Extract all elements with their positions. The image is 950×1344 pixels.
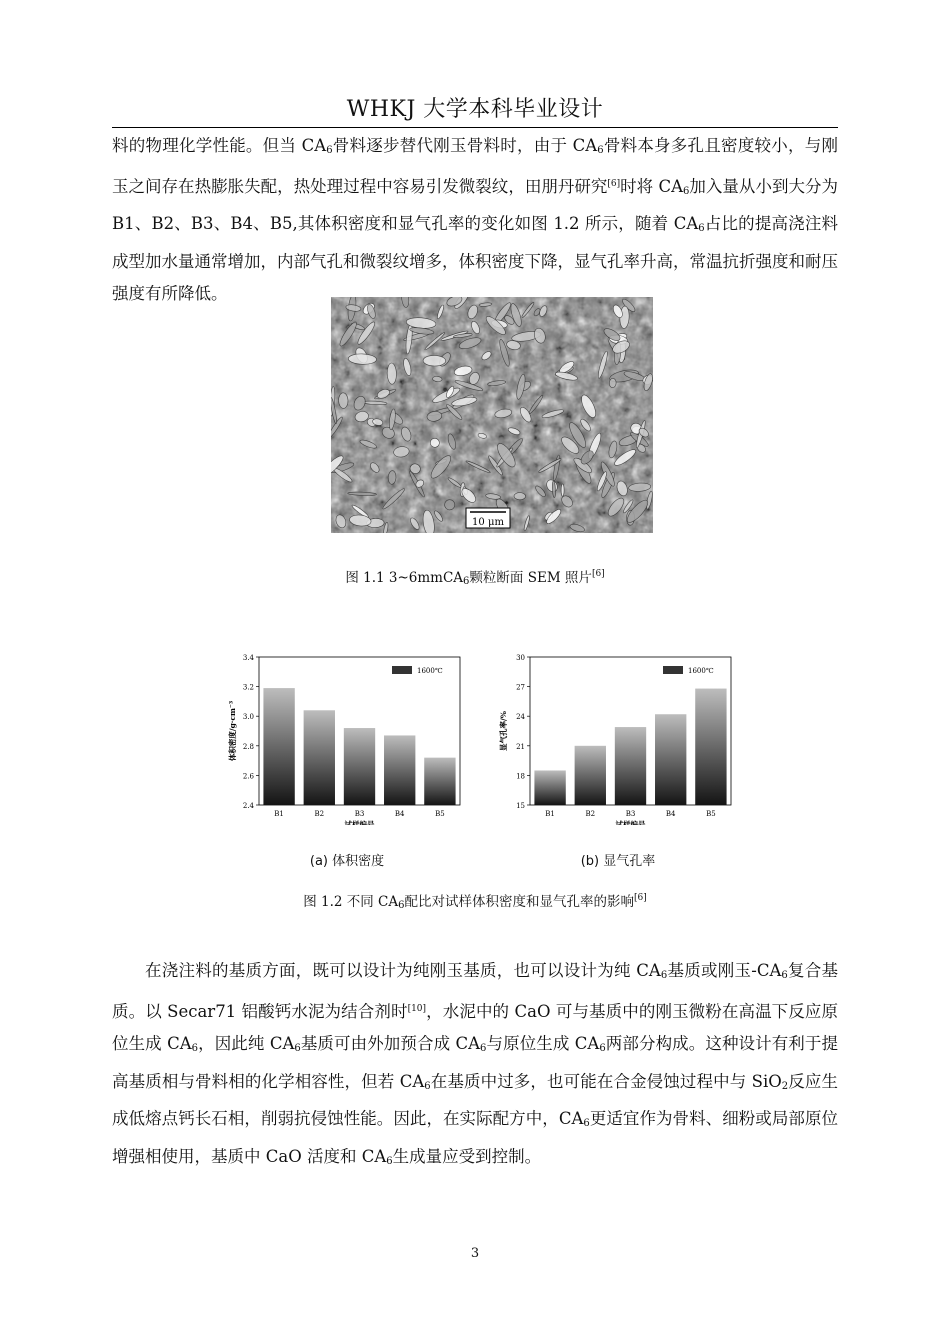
subscript: 6 xyxy=(294,1043,301,1054)
subscript: 6 xyxy=(583,1118,590,1129)
subscript: 2 xyxy=(781,1080,789,1092)
sem-flake xyxy=(432,376,442,382)
bar-b1 xyxy=(263,688,294,805)
citation: [10] xyxy=(407,1003,427,1014)
chart-a-svg xyxy=(222,645,472,825)
y-tick-label: 3.4 xyxy=(242,654,254,662)
figure-1-caption xyxy=(112,566,838,587)
subscript: 6 xyxy=(597,145,604,156)
text: 骨料逐步替代刚玉骨料时，由于 CA xyxy=(332,136,598,155)
subscript: 6 xyxy=(398,900,405,911)
legend-label: 1600℃ xyxy=(688,667,714,675)
text: 在基质中过多，也可能在合金侵蚀过程中与 SiO xyxy=(430,1071,782,1091)
text: 两部分构成。这种设计有利于提高基质相与骨料相的化学相容性，但若 CA xyxy=(112,1034,838,1091)
x-tick-label: B1 xyxy=(545,810,555,818)
text: 基质可由外加预合成 CA xyxy=(300,1034,481,1053)
sem-flake xyxy=(338,393,348,409)
chart-b-svg xyxy=(493,645,743,825)
y-tick-label: 15 xyxy=(516,802,525,810)
text: 料的物理化学性能。但当 CA xyxy=(112,136,327,155)
subscript: 6 xyxy=(191,1043,199,1054)
text: 骨料本身多孔且密度较小，与刚玉之间存在热膨胀失配，热处理过程中容易引发微裂纹，田朋丹研究 xyxy=(112,136,838,196)
text: ，因此纯 CA xyxy=(198,1034,295,1053)
legend-swatch xyxy=(663,666,683,674)
paragraph-1 xyxy=(112,130,838,311)
x-axis-label: 试样编号 xyxy=(615,820,646,825)
chart-a-subcaption: (a) 体积密度 xyxy=(309,854,385,869)
x-tick-label: B4 xyxy=(665,810,676,818)
caption-text: 颗粒断面 SEM 照片 xyxy=(469,570,592,586)
subscript: 6 xyxy=(683,185,690,197)
page-number: 3 xyxy=(470,1246,480,1261)
text: 在浇注料的基质方面，既可以设计为纯刚玉基质，也可以设计为纯 CA xyxy=(145,961,661,980)
x-tick-label: B3 xyxy=(354,810,365,818)
text: 复合基质。以 Secar71 铝酸钙水泥为结合剂时 xyxy=(112,961,839,1021)
text: 时将 CA xyxy=(620,176,683,196)
bar-b3 xyxy=(344,728,375,805)
y-tick-label: 2.4 xyxy=(242,802,254,810)
text: 与原位生成 CA xyxy=(486,1034,600,1053)
y-tick-label: 18 xyxy=(516,772,525,781)
chart-bulk-density xyxy=(222,645,472,825)
sem-micrograph xyxy=(331,297,653,533)
caption-text: 图 1.2 不同 CA xyxy=(303,894,399,910)
bar-b2 xyxy=(304,710,335,805)
page-header: WHKJ 大学本科毕业设计 xyxy=(346,97,604,122)
subscript: 6 xyxy=(424,1080,431,1092)
y-tick-label: 21 xyxy=(516,742,525,751)
y-axis-label: 显气孔率/% xyxy=(499,711,508,751)
scale-bar-label: 10 μm xyxy=(472,517,504,528)
y-axis-label: 体积密度/g·cm⁻³ xyxy=(228,700,237,762)
text: 生成量应受到控制。 xyxy=(392,1146,542,1166)
text: 加入量从小到大分为 B1、B2、B3、B4、B5,其体积密度和显气孔率的变化如图 1.2 所示，随着 CA xyxy=(112,176,838,233)
x-tick-label: B3 xyxy=(625,810,636,818)
text: 占比的提高浇注料成型加水量通常增加，内部气孔和微裂纹增多，体积密度下降，显气孔率升高，常温抗折强度和耐压强度有所降低。 xyxy=(112,214,838,303)
text: ，水泥中的 CaO 可与基质中的刚玉微粉在高温下反应原位生成 CA xyxy=(112,1001,838,1053)
y-tick-label: 3.0 xyxy=(242,713,254,722)
citation: [6] xyxy=(591,569,605,579)
x-tick-label: B2 xyxy=(314,810,325,818)
bar-b3 xyxy=(615,727,646,805)
x-tick-label: B2 xyxy=(585,810,596,818)
legend-swatch xyxy=(392,666,412,674)
subscript: 6 xyxy=(660,970,668,981)
bar-b2 xyxy=(575,746,606,805)
sem-flake xyxy=(609,378,616,388)
figure-2-caption xyxy=(112,890,838,911)
chart-porosity xyxy=(493,645,743,825)
paragraph-2 xyxy=(112,955,838,1178)
x-tick-label: B4 xyxy=(394,810,405,818)
x-axis-label: 试样编号 xyxy=(344,820,375,825)
bar-b4 xyxy=(655,714,686,805)
subscript: 6 xyxy=(781,970,788,981)
bar-b5 xyxy=(424,758,455,805)
chart-b-subcaption: (b) 显气孔率 xyxy=(580,854,656,869)
x-tick-label: B5 xyxy=(435,810,445,818)
y-tick-label: 2.8 xyxy=(242,742,254,751)
subscript: 6 xyxy=(326,145,333,156)
subscript: 6 xyxy=(698,223,705,234)
text: 更适宜作为骨料、细粉或局部原位增强相使用，基质中 CaO 活度和 CA xyxy=(112,1109,839,1166)
bar-b1 xyxy=(534,770,565,805)
subscript: 6 xyxy=(386,1155,393,1167)
caption-text: 图 1.1 3~6mmCA xyxy=(345,570,464,586)
subscript: 6 xyxy=(480,1043,487,1054)
subscript: 6 xyxy=(599,1043,606,1054)
bar-b5 xyxy=(695,689,726,805)
x-tick-label: B1 xyxy=(274,810,284,818)
x-tick-label: B5 xyxy=(706,810,716,818)
legend-label: 1600℃ xyxy=(417,667,443,675)
text: 基质或刚玉-CA xyxy=(667,961,782,980)
text: 反应生成低熔点钙长石相，削弱抗侵蚀性能。因此，在实际配方中，CA xyxy=(112,1071,838,1128)
caption-text: 配比对试样体积密度和显气孔率的影响 xyxy=(404,894,635,910)
y-tick-label: 30 xyxy=(516,654,525,662)
y-tick-label: 3.2 xyxy=(242,683,254,692)
sem-flake xyxy=(514,492,526,499)
citation: [6] xyxy=(634,893,647,903)
sem-flake xyxy=(561,484,564,496)
y-tick-label: 27 xyxy=(516,683,525,692)
header-rule xyxy=(112,127,838,128)
y-tick-label: 24 xyxy=(516,713,525,722)
citation: [6] xyxy=(607,178,621,189)
sem-flake xyxy=(423,355,446,366)
y-tick-label: 2.6 xyxy=(242,772,254,781)
bar-b4 xyxy=(384,735,415,805)
subscript: 6 xyxy=(463,576,470,587)
